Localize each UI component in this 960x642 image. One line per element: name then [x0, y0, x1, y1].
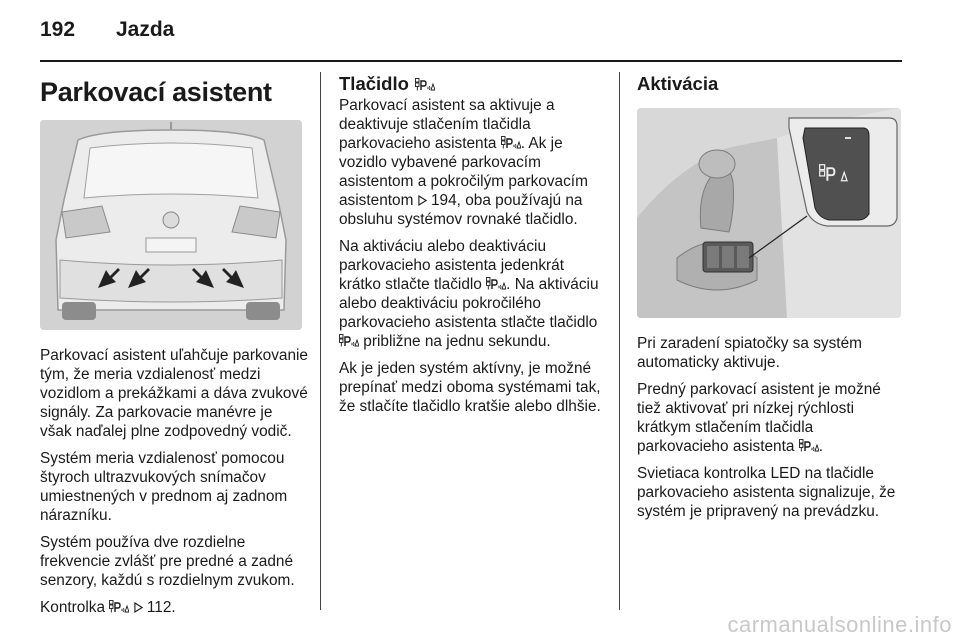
section-title: Jazda [116, 18, 175, 41]
header-rule [40, 60, 902, 62]
page-reference-link[interactable]: 112. [146, 599, 176, 616]
column-button [339, 72, 607, 424]
button-heading: Tlačidlo [339, 72, 607, 96]
parking-assist-icon [339, 334, 359, 347]
column-divider [320, 72, 321, 610]
button-paragraph-3: Ak je jeden systém aktívny, je možné prepínať medzi oboma systémami tak, že stlačíte tlačidlo kratšie alebo dlhšie. [339, 360, 601, 415]
button-paragraph-1: Parkovací asistent sa aktivuje a deaktivuje stlačením tlačidla parkovacieho asistenta . Ak je vozidlo vybavené parkovacím asistentom a pokročilým parkovacím asistentom 194, oba používajú na obsluhu systémov rovnaké tlačidlo. [339, 97, 588, 228]
parking-assist-icon [501, 136, 521, 149]
parking-assist-icon [799, 439, 819, 452]
page-number: 192 [40, 18, 76, 41]
car-rear-sensors-illustration [40, 120, 302, 330]
parking-assist-icon [109, 600, 129, 613]
column-divider [619, 72, 620, 610]
button-paragraph-2: Na aktiváciu alebo deaktiváciu parkovacieho asistenta jedenkrát krátko stlačte tlačidlo . Na aktiváciu alebo deaktiváciu pokročilého parkovacieho asistenta stlačte tlačidlo približne na jednu sekundu. [339, 238, 599, 350]
activation-paragraph-2: Predný parkovací asistent je možné tiež aktivovať pri nízkej rýchlosti krátkym stlačením tlačidla parkovacieho asistenta . [637, 381, 881, 455]
page-reference-arrow-icon [134, 602, 143, 613]
intro-paragraph: Parkovací asistent uľahčuje parkovanie tým, že meria vzdialenosť medzi vozidlom a prekážkami a dáva zvukové signály. Za parkovacie manévre je však naďalej plne zodpovedný vodič. [40, 347, 308, 440]
column-activation [637, 72, 905, 529]
activation-paragraph-3: Svietiaca kontrolka LED na tlačidle parkovacieho asistenta signalizuje, že systém je pripravený na prevádzku. [637, 465, 896, 520]
activation-paragraph-1: Pri zaradení spiatočky sa systém automaticky aktivuje. [637, 335, 862, 371]
console-button-illustration [637, 108, 901, 318]
watermark: carmanualsonline.info [727, 612, 952, 637]
activation-heading: Aktivácia [637, 73, 719, 94]
page-reference-arrow-icon [418, 195, 427, 206]
page-title: Parkovací asistent [40, 77, 272, 107]
indicator-reference: Kontrolka 112. [40, 599, 176, 616]
parking-assist-icon [415, 78, 435, 91]
column-intro [40, 72, 308, 625]
parking-assist-icon [486, 277, 506, 290]
sensors-paragraph: Systém meria vzdialenosť pomocou štyroch ultrazvukových snímačov umiestnených v prednom aj zadnom nárazníku. [40, 450, 288, 524]
frequency-paragraph: Systém používa dve rozdielne frekvencie zvlášť pre predné a zadné senzory, každú s rozdielnym zvukom. [40, 534, 295, 589]
